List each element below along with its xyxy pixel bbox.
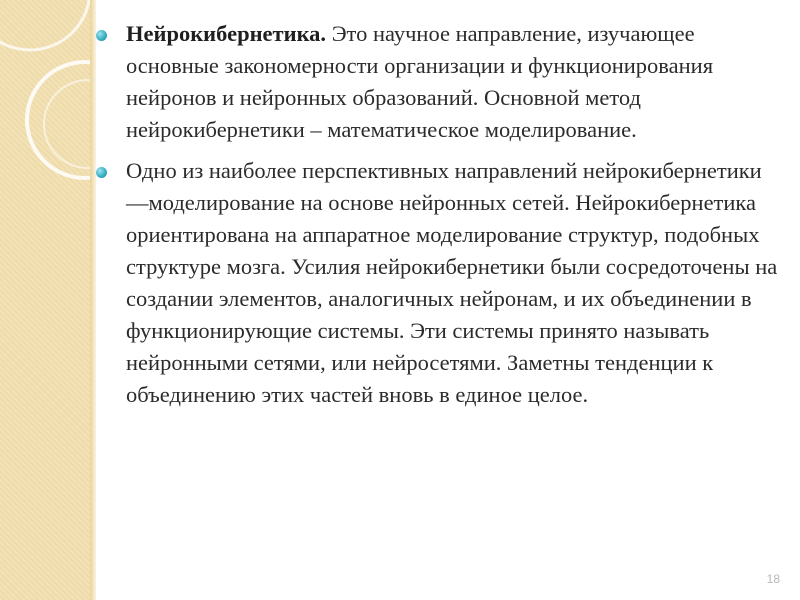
ring-middle-outer [27, 62, 90, 178]
bullet-item [96, 18, 786, 146]
page-number: 18 [766, 572, 780, 586]
bullet-dot-icon [96, 30, 107, 41]
slide-content [96, 18, 786, 420]
decorative-rings [0, 0, 90, 600]
bullet-item [96, 155, 786, 411]
ring-middle-inner [44, 80, 90, 168]
bullet-dot-icon [96, 167, 107, 178]
bullet-text: Одно из наиболее перспективных направлений нейрокибернетики —моделирование на основе нейронных сетей. Нейрокибернетика ориентирована на аппаратное моделирование структур, подобных структуре мозга. Усилия нейрокибернетики были сосредоточены на создании элементов, аналогичных нейронам, и их объединении в функционирующие системы. Эти системы принято называть нейронными сетями, или нейросетями. Заметны тенденции к объединению этих частей вновь в единое целое. [126, 158, 778, 407]
decorative-side-panel [0, 0, 90, 600]
bullet-text: Это научное направление, изучающее основные закономерности организации и функционирования нейронов и нейронных образований. Основной метод нейрокибернетики – математическое моделирование. [126, 21, 714, 142]
bullet-term: Нейрокибернетика. [126, 21, 327, 46]
ring-top [0, 0, 90, 50]
